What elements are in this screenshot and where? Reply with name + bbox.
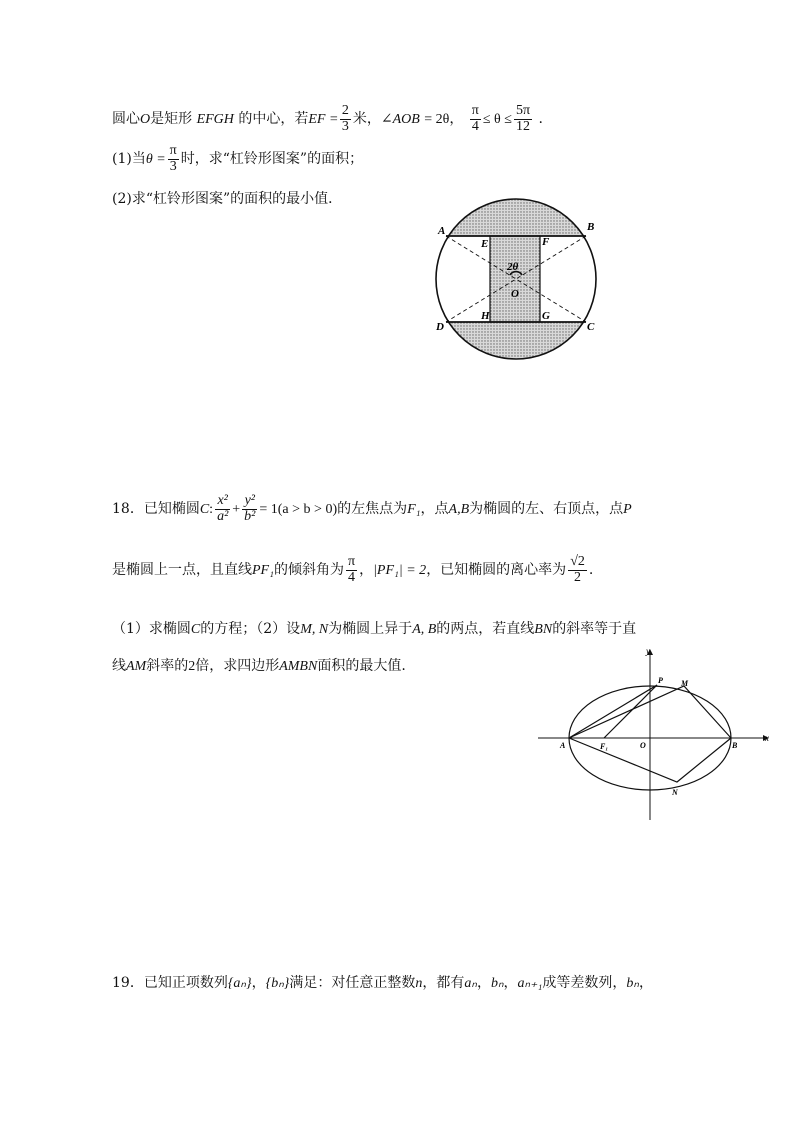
label-B: B: [732, 741, 738, 750]
label-C: C: [587, 321, 595, 333]
p18-line1: 18．已知椭圆C: $\frac{\text{x²}}{\text{a²}}$ + $\frac{\text{y²}}{\text{b²}}$ = 1(a > b > 0)的左焦点为F₁，点A,B为椭圆的左、右顶点，点P: [112, 493, 632, 524]
p18-line3: （1）求椭圆C的方程；（2）设M, N为椭圆上异于A, B的两点，若直线BN的斜率等于直: [112, 621, 637, 637]
label-y: y: [646, 646, 650, 656]
label-O: O: [511, 288, 519, 300]
p18-line2: 是椭圆上一点，且直线PF₁的倾斜角为 $\frac{\pi}{4}$ ，|PF₁| = 2，已知椭圆的离心率为 $\frac{√2}{2}$ .: [112, 554, 594, 585]
frac-2-3: $\frac{2}{3}$: [341, 103, 349, 134]
label-B: B: [587, 221, 595, 233]
label-E: E: [481, 238, 489, 250]
p17-q2: (2)求“杠铃形图案”的面积的最小值．: [112, 191, 343, 207]
label-H: H: [481, 310, 490, 322]
barbell-figure: [424, 184, 614, 368]
top-shaded-segment: [424, 184, 614, 236]
label-x: x: [765, 733, 769, 743]
label-A: A: [438, 225, 446, 237]
label-N: N: [672, 788, 678, 797]
p17-line1: 圆心O是矩形 EFGH 的中心，若EF = $\frac{2}{3}$ 米，∠AOB = 2θ， $\frac{\pi}{4}$ ≤ θ ≤ $\frac{5\pi}{12}$ .: [112, 103, 543, 134]
label-A: A: [560, 741, 566, 750]
p18-line4: 线AM斜率的2倍，求四边形AMBN面积的最大值.: [112, 658, 406, 674]
p19-line1: 19．已知正项数列{aₙ}，{bₙ}满足：对任意正整数n，都有aₙ，bₙ，aₙ₊₁成等差数列，bₙ，: [112, 975, 653, 991]
label-angle: 2θ: [507, 261, 519, 273]
line-ap: [569, 685, 657, 738]
label-F: F: [542, 236, 550, 248]
rectangle-efgh: [490, 236, 540, 322]
label-G: G: [542, 310, 550, 322]
label-M: M: [681, 679, 689, 688]
p17-q1: (1)当θ = $\frac{\pi}{3}$ 时，求“杠铃形图案”的面积；: [112, 143, 364, 174]
ellipse-figure: [536, 642, 776, 820]
label-D: D: [436, 321, 444, 333]
label-P: P: [658, 676, 663, 685]
label-F1: F₁: [600, 742, 609, 751]
label-O: O: [640, 741, 646, 750]
